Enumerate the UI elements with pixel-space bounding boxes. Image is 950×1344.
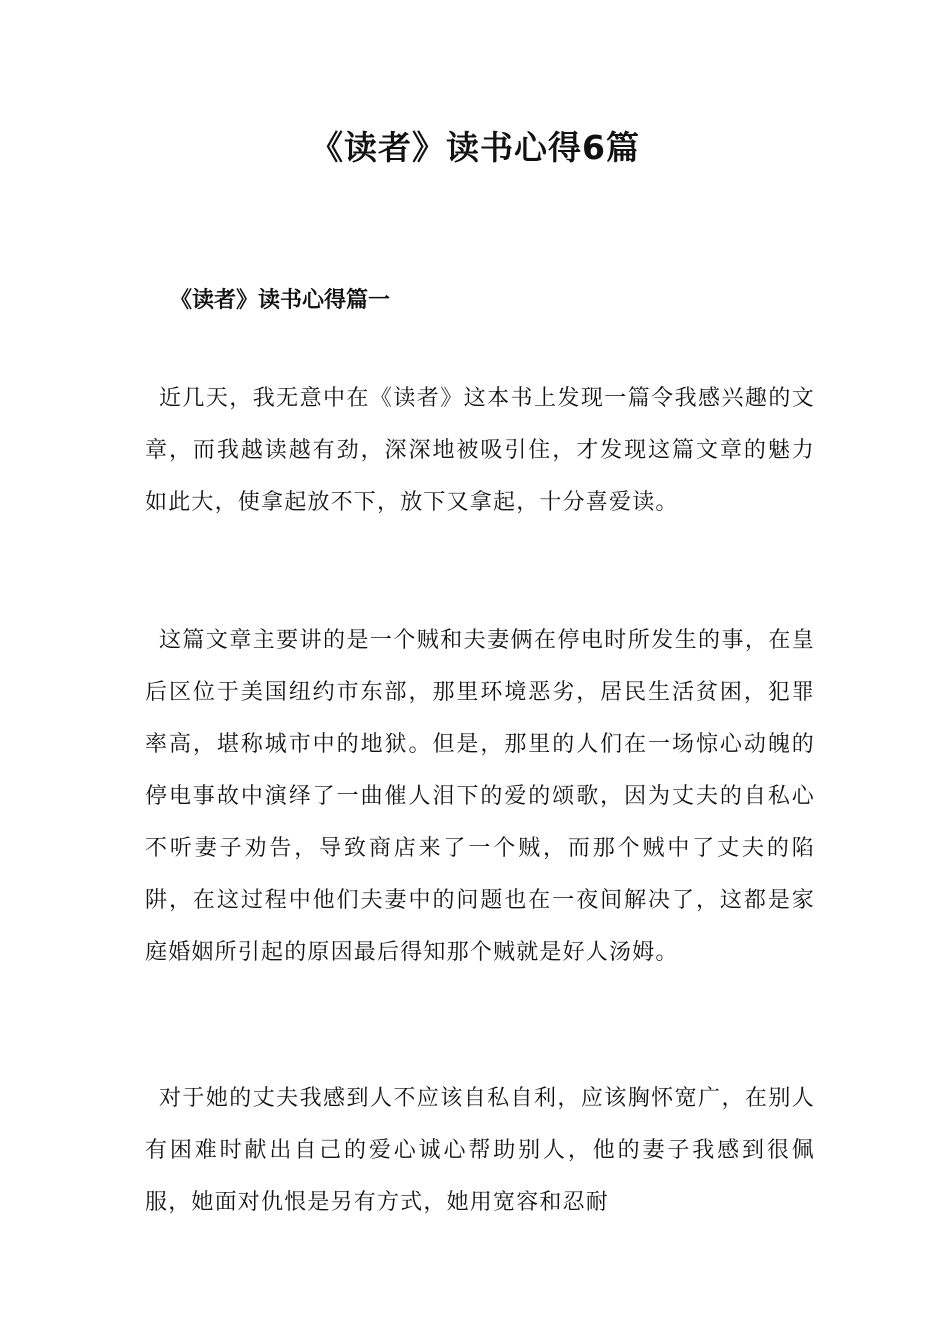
paragraph-2: 这篇文章主要讲的是一个贼和夫妻俩在停电时所发生的事，在皇后区位于美国纽约市东部，那里环境恶劣，居民生活贫困，犯罪率高，堪称城市中的地狱。但是，那里的人们在一场惊心动魄的停电事故中演绎了一曲催人泪下的爱的颂歌，因为丈夫的自私心不听妻子劝告，导致商店来了一个贼，而那个贼中了丈夫的陷阱，在这过程中他们夫妻中的问题也在一夜间解决了，这都是家庭婚姻所引起的原因最后得知那个贼就是好人汤姆。 <box>145 628 815 965</box>
section-heading: 《读者》读书心得篇一 <box>170 287 391 313</box>
document-title: 《读者》读书心得6篇 <box>310 128 640 167</box>
paragraph-1: 近几天，我无意中在《读者》这本书上发现一篇令我感兴趣的文章，而我越读越有劲，深深地被吸引住，才发现这篇文章的魅力如此大，使拿起放不下，放下又拿起，十分喜爱读。 <box>145 386 815 515</box>
paragraph-3: 对于她的丈夫我感到人不应该自私自利，应该胸怀宽广，在别人有困难时献出自己的爱心诚心帮助别人，他的妻子我感到很佩服，她面对仇恨是另有方式，她用宽容和忍耐 <box>145 1086 815 1215</box>
